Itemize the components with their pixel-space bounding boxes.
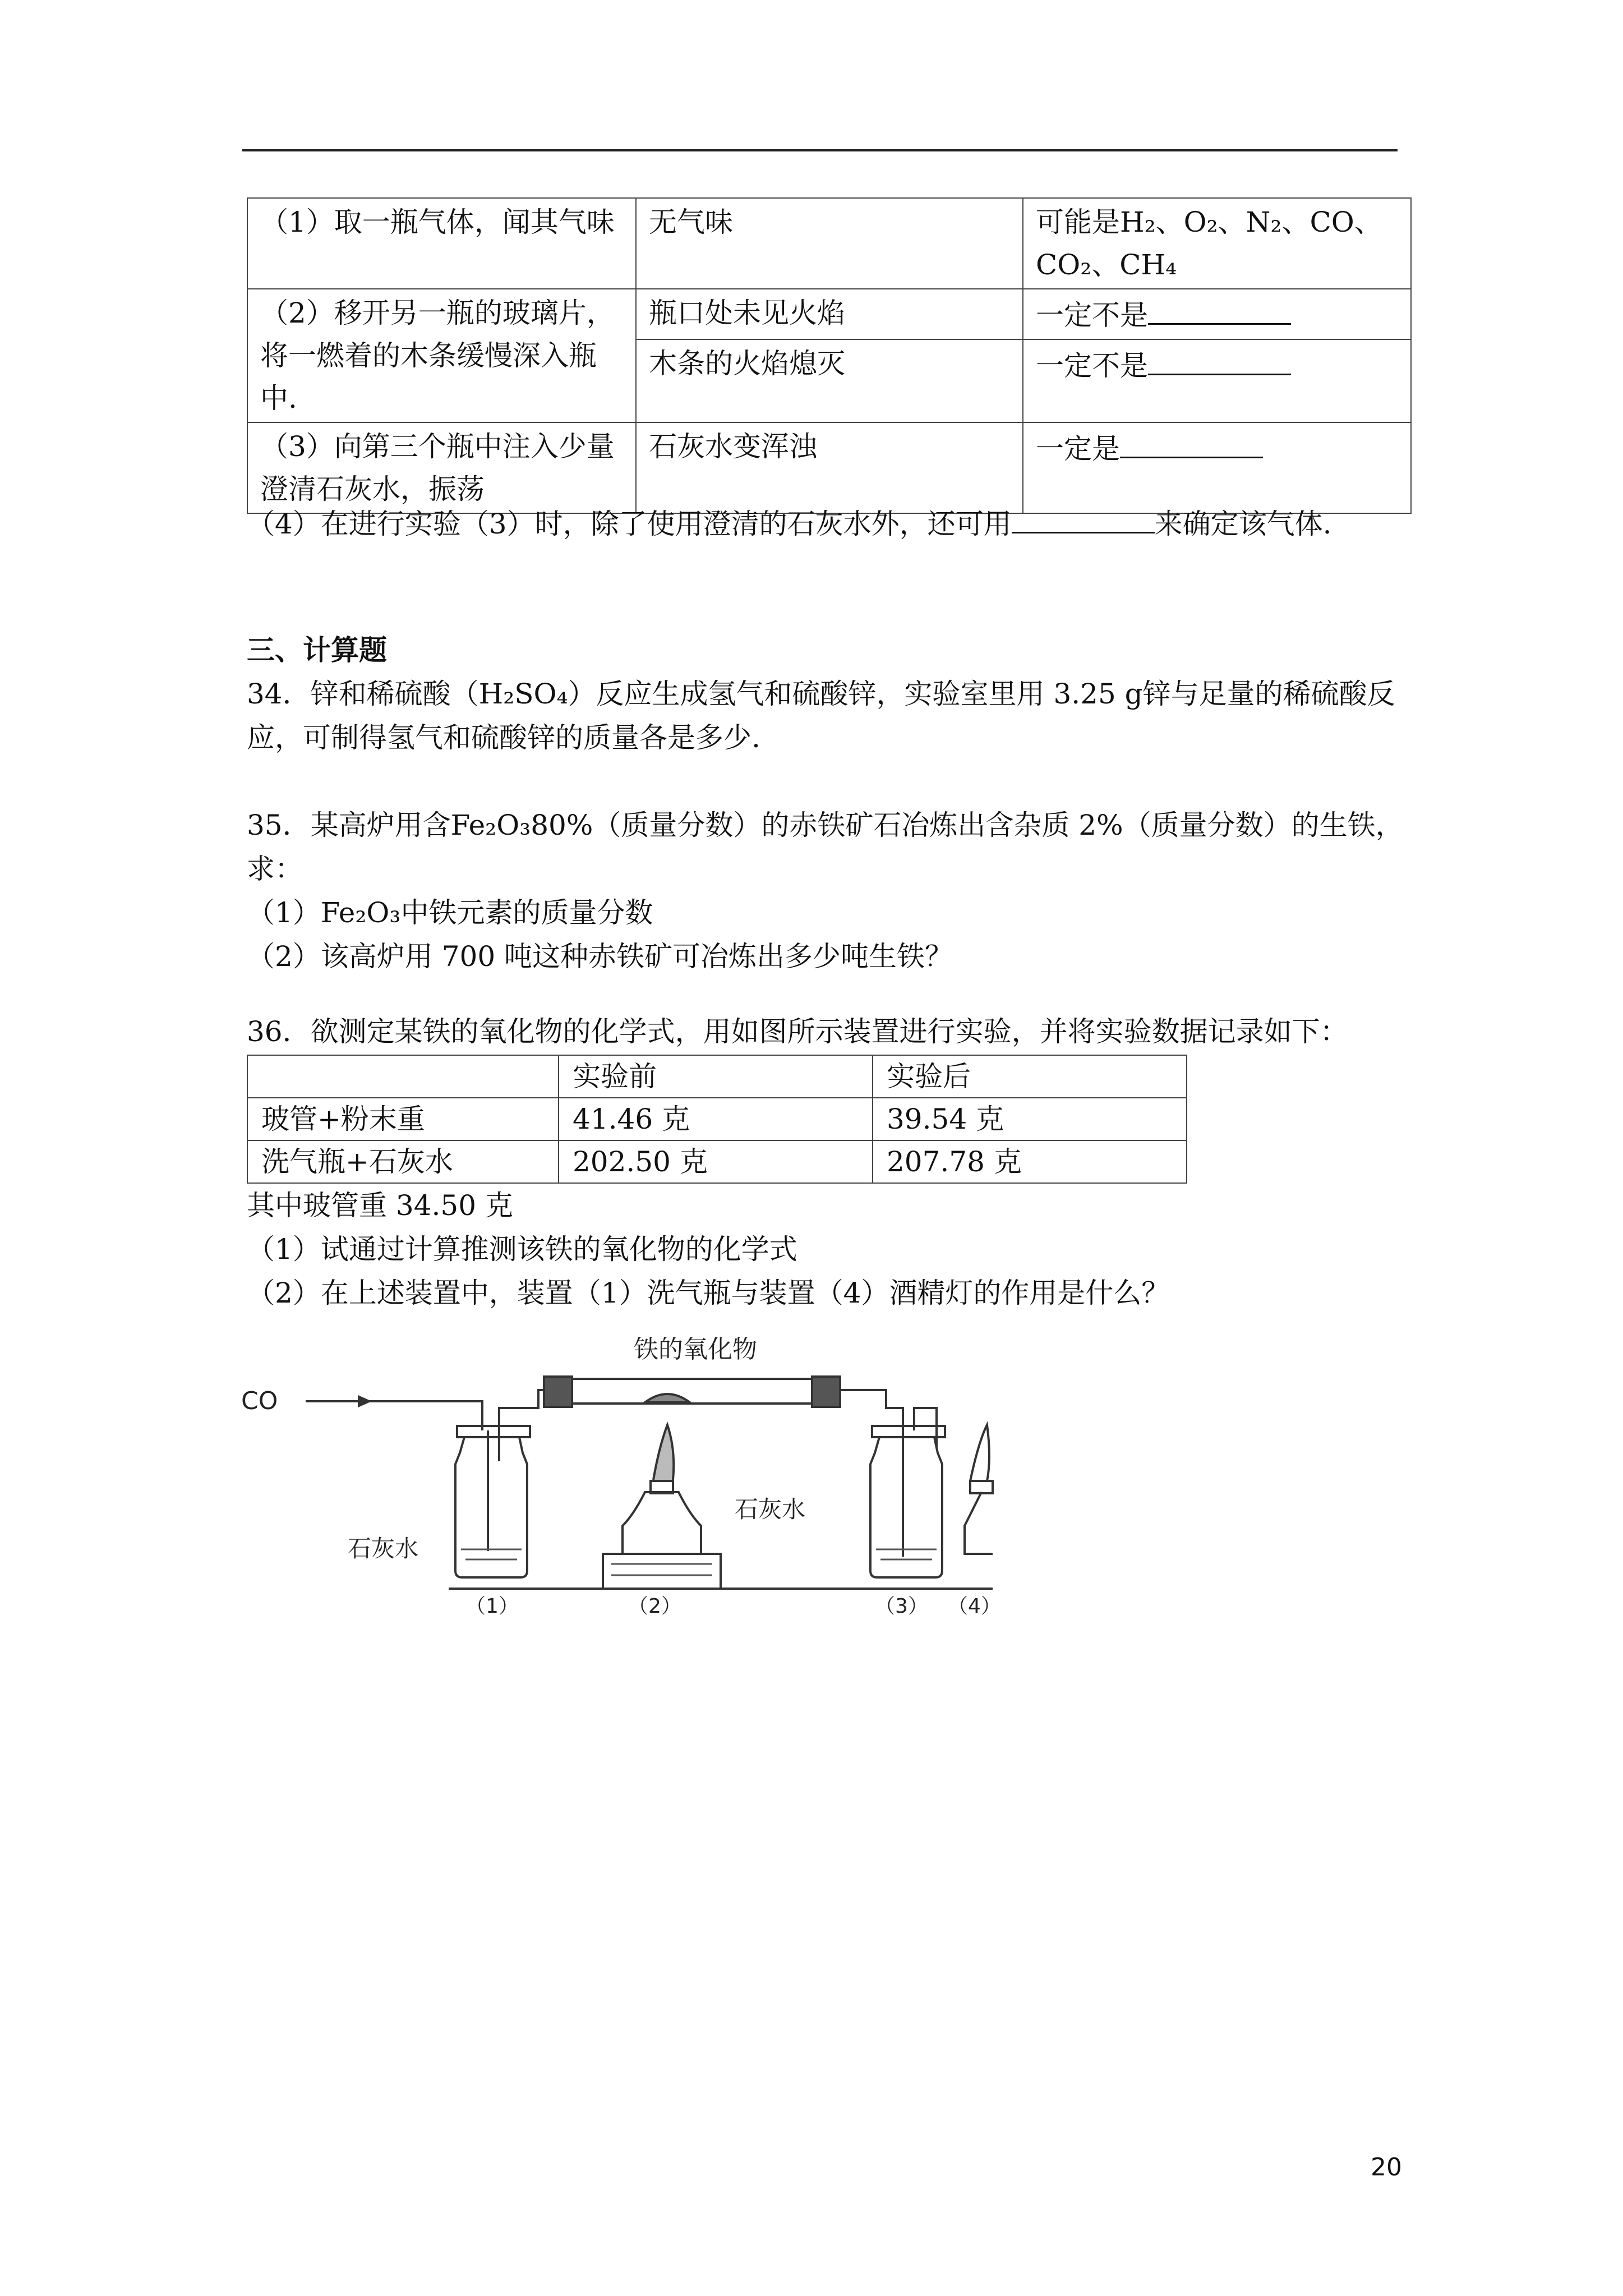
observation-2a: 瓶口处未见火焰: [636, 289, 1023, 339]
table-cell: 39.54 克: [873, 1098, 1187, 1140]
experiment-table: [247, 197, 1412, 514]
limewater-label-1: 石灰水: [348, 1535, 419, 1562]
answer-blank[interactable]: [1012, 500, 1155, 533]
q33-part4: （4）在进行实验（3）时，除了使用澄清的石灰水外，还可用 来确定该气体.: [247, 500, 1332, 546]
apparatus-diagram: [241, 1324, 1001, 1618]
step-3: （3）向第三个瓶中注入少量澄清石灰水，振荡: [247, 422, 636, 513]
step-1: （1）取一瓶气体，闻其气味: [247, 198, 636, 289]
table-row: [247, 1055, 1187, 1098]
table-cell: 洗气瓶+石灰水: [247, 1140, 559, 1183]
observation-2b: 木条的火焰熄灭: [636, 339, 1023, 422]
section-title: 三、计算题: [247, 633, 387, 666]
header-cell: [247, 1055, 559, 1098]
q35-line1: 35．某高炉用含Fe₂O₃80%（质量分数）的赤铁矿石冶炼出含杂质 2%（质量分数）的生铁，: [247, 809, 1404, 841]
q36-note: 其中玻管重 34.50 克: [247, 1189, 513, 1222]
table-cell: 玻管+粉末重: [247, 1098, 559, 1140]
conclusion-3: 一定是: [1023, 422, 1411, 513]
observation-1: 无气味: [636, 198, 1023, 289]
q35-sub2: （2）该高炉用 700 吨这种赤铁矿可冶炼出多少吨生铁？: [247, 940, 953, 973]
conclusion-2b: 一定不是: [1023, 339, 1411, 422]
table-row: [247, 422, 1411, 513]
q34-line1: 34．锌和稀硫酸（H₂SO₄）反应生成氢气和硫酸锌，实验室里用 3.25 g锌与足量的稀硫酸反: [247, 678, 1395, 710]
table-row: [247, 198, 1411, 289]
table-cell: 41.46 克: [559, 1098, 873, 1140]
q35-line2: 求：: [247, 853, 303, 885]
answer-blank[interactable]: [1148, 342, 1291, 375]
observation-3: 石灰水变浑浊: [636, 422, 1023, 513]
table-row: [247, 1140, 1187, 1183]
apparatus-label-4: （4）: [948, 1595, 1001, 1618]
q35-sub1: （1）Fe₂O₃中铁元素的质量分数: [247, 896, 653, 929]
page-number: 20: [1371, 2153, 1402, 2182]
table-row: [247, 1098, 1187, 1140]
apparatus-label-3: （3）: [875, 1595, 928, 1618]
q36-intro: 36．欲测定某铁的氧化物的化学式，用如图所示装置进行实验，并将实验数据记录如下：: [247, 1015, 1348, 1048]
table-row: [247, 289, 1411, 339]
table-cell: 207.78 克: [873, 1140, 1187, 1183]
q36-sub1: （1）试通过计算推测该铁的氧化物的化学式: [247, 1233, 797, 1266]
answer-blank[interactable]: [1120, 425, 1263, 458]
q36-data-table: [247, 1055, 1187, 1184]
table-cell: 202.50 克: [559, 1140, 873, 1183]
header-cell: 实验前: [559, 1055, 873, 1098]
step-2: （2）移开另一瓶的玻璃片，将一燃着的木条缓慢深入瓶中.: [247, 289, 636, 422]
oxide-label: 铁的氧化物: [634, 1335, 757, 1364]
q34-line2: 应，可制得氢气和硫酸锌的质量各是多少.: [247, 721, 760, 754]
header-cell: 实验后: [873, 1055, 1187, 1098]
answer-blank[interactable]: [1148, 292, 1291, 325]
q36-sub2: （2）在上述装置中，装置（1）洗气瓶与装置（4）酒精灯的作用是什么？: [247, 1277, 1170, 1309]
co-label: CO: [241, 1387, 278, 1415]
conclusion-2a: 一定不是: [1023, 289, 1411, 339]
conclusion-1: 可能是H₂、O₂、N₂、CO、CO₂、CH₄: [1023, 198, 1411, 289]
apparatus-label-1: （1）: [465, 1595, 519, 1618]
limewater-label-2: 石灰水: [735, 1496, 806, 1523]
header-rule: [242, 149, 1398, 151]
apparatus-label-2: （2）: [628, 1595, 681, 1618]
